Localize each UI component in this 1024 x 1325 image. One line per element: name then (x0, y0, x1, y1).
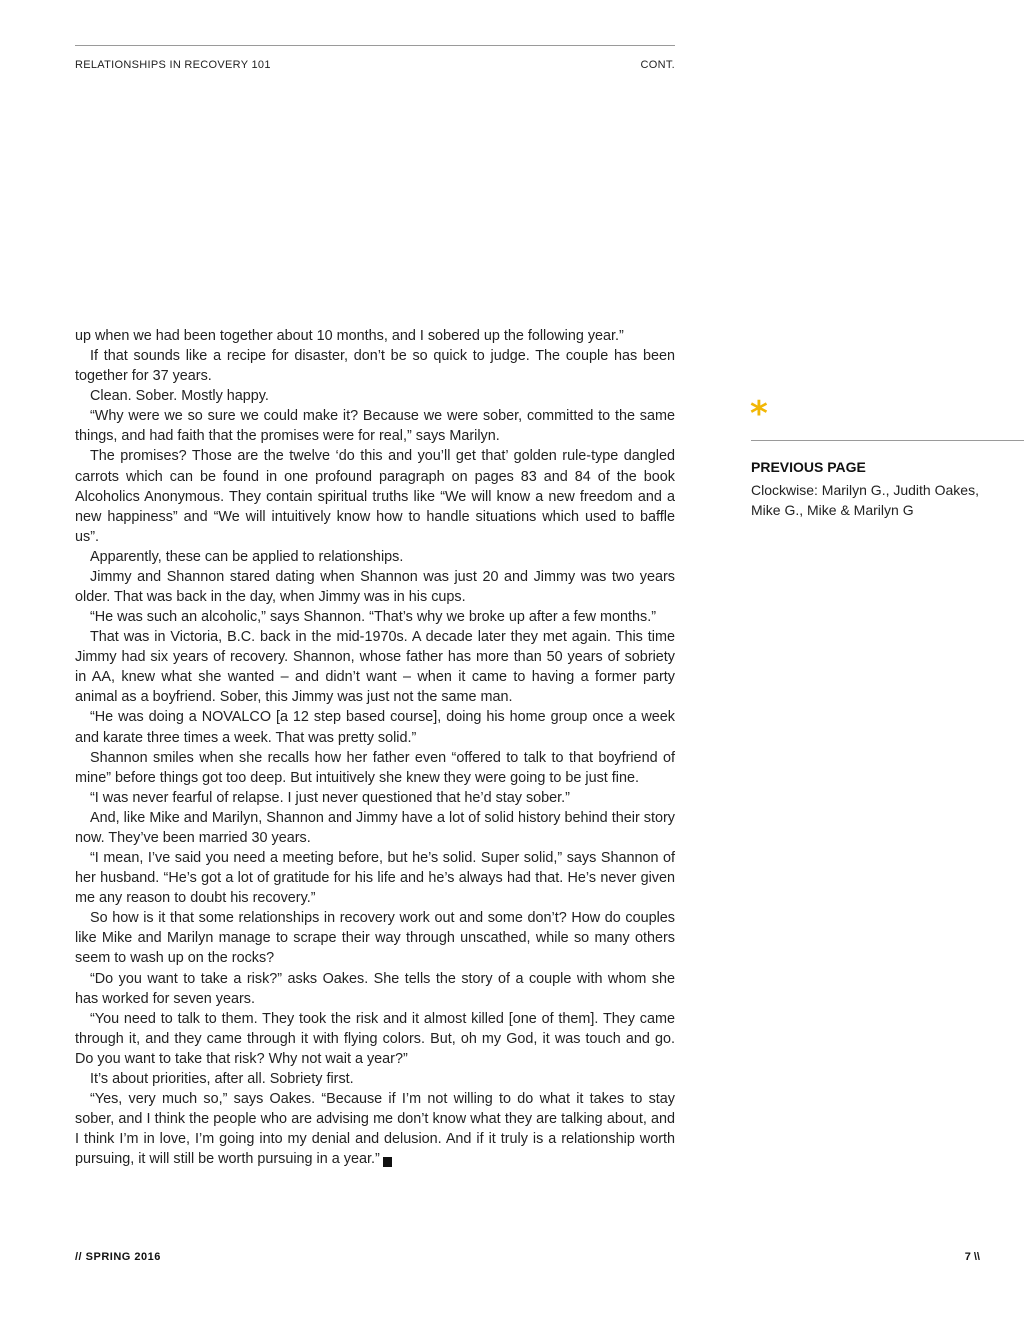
article-paragraph: Clean. Sober. Mostly happy. (90, 388, 269, 405)
article-paragraph: up when we had been together about 10 months, and I sobered up the following year.” (75, 328, 624, 344)
article-paragraph: So how is it that some relationships in recovery work out and some don’t? How do couples like Mike and Marilyn manage to scrape their way through unscathed, while so many others seem to wash up on the rocks? (75, 910, 675, 967)
article-paragraph: “I was never fearful of relapse. I just never questioned that he’d stay sober.” (90, 789, 570, 806)
article-paragraph: “I mean, I’ve said you need a meeting before, but he’s solid. Super solid,” says Shannon of her husband. “He’s got a lot of gratitude for his life and he’s always had that. He’s never given me any reason to doubt his recovery.” (75, 850, 675, 907)
footer-issue: // SPRING 2016 (75, 1251, 161, 1263)
asterisk-icon: * (750, 394, 768, 434)
article-paragraph: “He was doing a NOVALCO [a 12 step based course], doing his home group once a week and karate three times a week. That was pretty solid.” (75, 709, 675, 746)
article-paragraph: The promises? Those are the twelve ‘do this and you’ll get that’ golden rule-type dangled carrots which can be found in one profound paragraph on pages 83 and 84 of the book Alcoholics Anonymous. They contain spiritual truths like “We will know a new freedom and a new happiness” and “We will intuitively know how to handle situations which used to baffle us”. (75, 448, 675, 545)
article-paragraph: “He was such an alcoholic,” says Shannon. “That’s why we broke up after a few months.” (90, 609, 657, 626)
article-paragraph: And, like Mike and Marilyn, Shannon and Jimmy have a lot of solid history behind their story now. They’ve been married 30 years. (75, 809, 675, 846)
photo-caption: Clockwise: Marilyn G., Judith Oakes, Mike G., Mike & Marilyn G (751, 482, 979, 518)
page-number: 7 \\ (964, 1251, 980, 1263)
article-paragraph: “Do you want to take a risk?” asks Oakes. She tells the story of a couple with whom she has worked for seven years. (75, 970, 675, 1007)
aside-title: PREVIOUS PAGE (751, 459, 866, 475)
header-rule (75, 45, 675, 46)
article-paragraph: Shannon smiles when she recalls how her father even “offered to talk to that boyfriend of mine” before things got too deep. But intuitively she knew they were going to be just fine. (75, 749, 675, 786)
article-paragraph: If that sounds like a recipe for disaster, don’t be so quick to judge. The couple has been together for 37 years. (75, 348, 675, 385)
article-paragraph-last (75, 1089, 675, 1169)
article-paragraph-text: “Yes, very much so,” says Oakes. “Because if I’m not willing to do what it takes to stay sober, and I think the people who are advising me don’t know what they are talking about, and I think I’m in love, I’m going into my denial and delusion. And if it truly is a relationship worth pursuing, it will still be worth pursuing in a year.” (75, 1090, 675, 1168)
article-paragraph: Jimmy and Shannon stared dating when Shannon was just 20 and Jimmy was two years older. That was back in the day, when Jimmy was in his cups. (75, 568, 675, 606)
article-paragraph: That was in Victoria, B.C. back in the mid-1970s. A decade later they met again. This time Jimmy had six years of recovery. Shannon, whose father has more than 50 years of sobriety in AA, knew what she wanted – and didn’t want – when it came to having a former party animal as a boyfriend. Sober, this Jimmy was just not the same man. (75, 629, 675, 706)
running-header-section: RELATIONSHIPS IN RECOVERY 101 (75, 59, 271, 71)
article-body (75, 326, 675, 1169)
running-header-continued: CONT. (640, 59, 675, 71)
article-paragraph: Apparently, these can be applied to relationships. (90, 548, 404, 565)
end-of-article-icon: P (383, 1157, 392, 1167)
article-paragraph: It’s about priorities, after all. Sobriety first. (90, 1070, 354, 1087)
aside-rule (751, 440, 1024, 441)
article-paragraph: “Why were we so sure we could make it? Because we were sober, committed to the same things, and had faith that the promises were for real,” says Marilyn. (75, 408, 675, 445)
article-paragraph: “You need to talk to them. They took the risk and it almost killed [one of them]. They came through it, and they came through it with flying colors. But, oh my God, it was touch and go. Do you want to take that risk? Why not wait a year?” (75, 1010, 675, 1067)
